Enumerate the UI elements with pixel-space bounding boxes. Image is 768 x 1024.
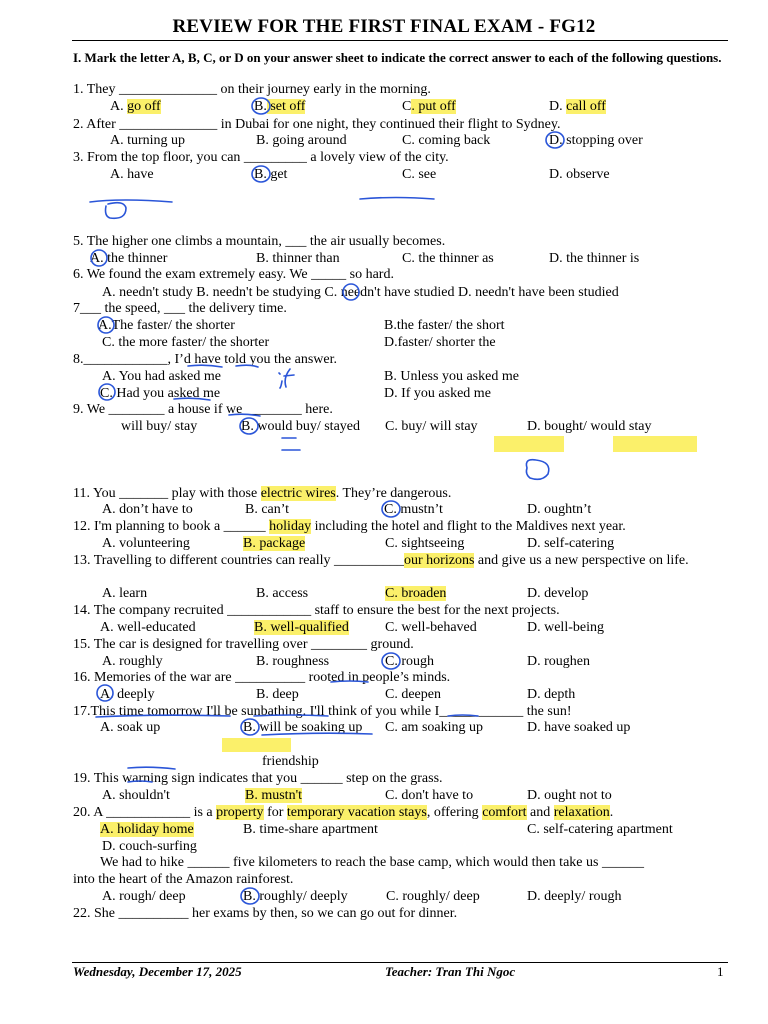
q12-stem: 12. I'm planning to book a ______ holiday including the hotel and flight to the Maldives next year. [73, 519, 626, 534]
q1-stem: 1. They ______________ on their journey early in the morning. [73, 82, 431, 97]
q8-option-d: D. If you asked me [384, 386, 491, 401]
q11-stem: 11. You _______ play with those electric wires. They’re dangerous. [73, 486, 452, 501]
q17-option-d: D. have soaked up [527, 720, 631, 735]
title-underline [72, 40, 728, 41]
q20-stem: 20. A ____________ is a property for temporary vacation stays, offering comfort and relaxation. [73, 805, 614, 820]
q3-option-a: A. have [110, 167, 154, 182]
q7-option-b: B.the faster/ the short [384, 318, 505, 333]
stray-word: friendship [262, 754, 319, 769]
q17-option-c: C. am soaking up [385, 720, 483, 735]
q8-stem: 8.____________, I’d have told you the answer. [73, 352, 338, 367]
q15-stem: 15. The car is designed for travelling over ________ ground. [73, 637, 414, 652]
q19-option-b: B. mustn't [245, 788, 302, 803]
pen-stroke [285, 369, 290, 387]
q11-option-c: C. mustn’t [384, 502, 443, 517]
q16-option-a: A. deeply [100, 687, 155, 702]
pen-stroke [279, 373, 280, 374]
q2-option-d: D. stopping over [549, 133, 643, 148]
q5-option-b: B. thinner than [256, 251, 340, 266]
q22-stem: 22. She __________ her exams by then, so we can go out for dinner. [73, 906, 458, 921]
pen-stroke [128, 767, 175, 769]
q3-option-c: C. see [402, 167, 437, 182]
q3-option-b: B. get [254, 167, 288, 182]
q12-option-b: B. package [243, 536, 306, 551]
q15-option-d: D. roughen [527, 654, 590, 669]
q14-option-d: D. well-being [527, 620, 604, 635]
q21-option-c: C. roughly/ deep [386, 889, 480, 904]
q6-options: A. needn't study B. needn't be studying C. needn't have studied D. needn't have been studied [102, 285, 619, 300]
q21-stem-line2: into the heart of the Amazon rainforest. [73, 872, 294, 887]
q11-option-b: B. can’t [245, 502, 290, 517]
q13-stem: 13. Travelling to different countries can really __________our horizons and give us a new perspective on life. [73, 553, 689, 568]
q2-option-b: B. going around [256, 133, 347, 148]
q20-option-d: D. couch-surfing [102, 839, 197, 854]
q8-option-a: A. You had asked me [102, 369, 221, 384]
pen-stroke [360, 198, 434, 200]
q1-option-a: A. go off [110, 99, 161, 114]
page-number: 1 [717, 964, 724, 979]
q21-option-b: B. roughly/ deeply [243, 889, 348, 904]
q12-option-d: D. self-catering [527, 536, 615, 551]
pen-stroke [284, 375, 294, 376]
q14-option-a: A. well-educated [100, 620, 196, 635]
q1-option-b: B. set off [254, 99, 306, 114]
footer-rule [72, 962, 728, 963]
q14-option-b: B. well-qualified [254, 620, 349, 635]
q6-stem: 6. We found the exam extremely easy. We _____ so hard. [73, 267, 394, 282]
pen-stroke [280, 381, 282, 388]
q8-option-c: C. Had you asked me [100, 386, 221, 401]
q17-option-b: B. will be soaking up [243, 720, 363, 735]
q3-stem: 3. From the top floor, you can _________ a lovely view of the city. [73, 150, 449, 165]
q16-stem: 16. Memories of the war are __________ rooted in people’s minds. [73, 670, 451, 685]
q2-option-a: A. turning up [110, 133, 186, 148]
q5-option-d: D. the thinner is [549, 251, 640, 266]
q7-option-c: C. the more faster/ the shorter [102, 335, 270, 350]
q16-option-b: B. deep [256, 687, 299, 702]
q1-option-d: D. call off [549, 99, 606, 114]
q12-option-a: A. volunteering [102, 536, 190, 551]
q21-stem-line1: We had to hike ______ five kilometers to reach the base camp, which would then take us ______ [100, 855, 644, 870]
q20-option-b: B. time-share apartment [243, 822, 378, 837]
q14-stem: 14. The company recruited ____________ staff to ensure the best for the next projects. [73, 603, 560, 618]
q17-option-a: A. soak up [100, 720, 161, 735]
q15-option-c: C. rough [385, 654, 435, 669]
q17-stem: 17.This time tomorrow I'll be sunbathing. I'll think of you while I____________ the sun! [73, 704, 572, 719]
footer-teacher: Teacher: Tran Thi Ngoc [385, 964, 516, 979]
q16-option-c: C. deepen [385, 687, 441, 702]
q7-option-a: A.The faster/ the shorter [98, 318, 235, 333]
q5-option-a: A. the thinner [90, 251, 168, 266]
q21-option-a: A. rough/ deep [102, 889, 186, 904]
q19-option-d: D. ought not to [527, 788, 612, 803]
q16-option-d: D. depth [527, 687, 576, 702]
highlight-mark [494, 436, 564, 452]
section-instructions: I. Mark the letter A, B, C, or D on your answer sheet to indicate the correct answer to each of the following questions. [73, 50, 722, 65]
footer-date: Wednesday, December 17, 2025 [73, 964, 242, 979]
q15-option-b: B. roughness [256, 654, 330, 669]
q8-option-b: B. Unless you asked me [384, 369, 519, 384]
q9-option-a: will buy/ stay [121, 419, 198, 434]
q11-option-d: D. oughtn’t [527, 502, 592, 517]
q13-option-a: A. learn [102, 586, 148, 601]
q15-option-a: A. roughly [102, 654, 163, 669]
q11-option-a: A. don’t have to [102, 502, 193, 517]
pen-stroke [90, 200, 172, 202]
q9-option-c: C. buy/ will stay [385, 419, 478, 434]
q12-option-c: C. sightseeing [385, 536, 465, 551]
q19-option-a: A. shouldn't [102, 788, 170, 803]
page-title: REVIEW FOR THE FIRST FINAL EXAM - FG12 [172, 16, 596, 37]
q7-option-d: D.faster/ shorter the [384, 335, 496, 350]
q9-option-d: D. bought/ would stay [527, 419, 652, 434]
highlight-mark [222, 738, 291, 752]
pen-stroke [526, 460, 548, 480]
q2-option-c: C. coming back [402, 133, 491, 148]
q5-option-c: C. the thinner as [402, 251, 494, 266]
q7-stem: 7___ the speed, ___ the delivery time. [73, 301, 287, 316]
q3-option-d: D. observe [549, 167, 610, 182]
q2-stem: 2. After ______________ in Dubai for one night, they continued their flight to Sydney. [73, 117, 561, 132]
q13-option-d: D. develop [527, 586, 589, 601]
pen-stroke [106, 203, 127, 219]
q9-stem: 9. We ________ a house if we ________ here. [73, 402, 333, 417]
q19-option-c: C. don't have to [385, 788, 474, 803]
q20-option-c: C. self-catering apartment [527, 822, 673, 837]
q13-option-b: B. access [256, 586, 309, 601]
q1-option-c: C. put off [402, 99, 456, 114]
q19-stem: 19. This warning sign indicates that you ______ step on the grass. [73, 771, 443, 786]
highlight-mark [613, 436, 697, 452]
q20-option-a: A. holiday home [100, 822, 194, 837]
q9-option-b: B. would buy/ stayed [241, 419, 360, 434]
q21-option-d: D. deeply/ rough [527, 889, 622, 904]
q5-stem: 5. The higher one climbs a mountain, ___ the air usually becomes. [73, 234, 446, 249]
q14-option-c: C. well-behaved [385, 620, 477, 635]
q13-option-c: C. broaden [385, 586, 447, 601]
